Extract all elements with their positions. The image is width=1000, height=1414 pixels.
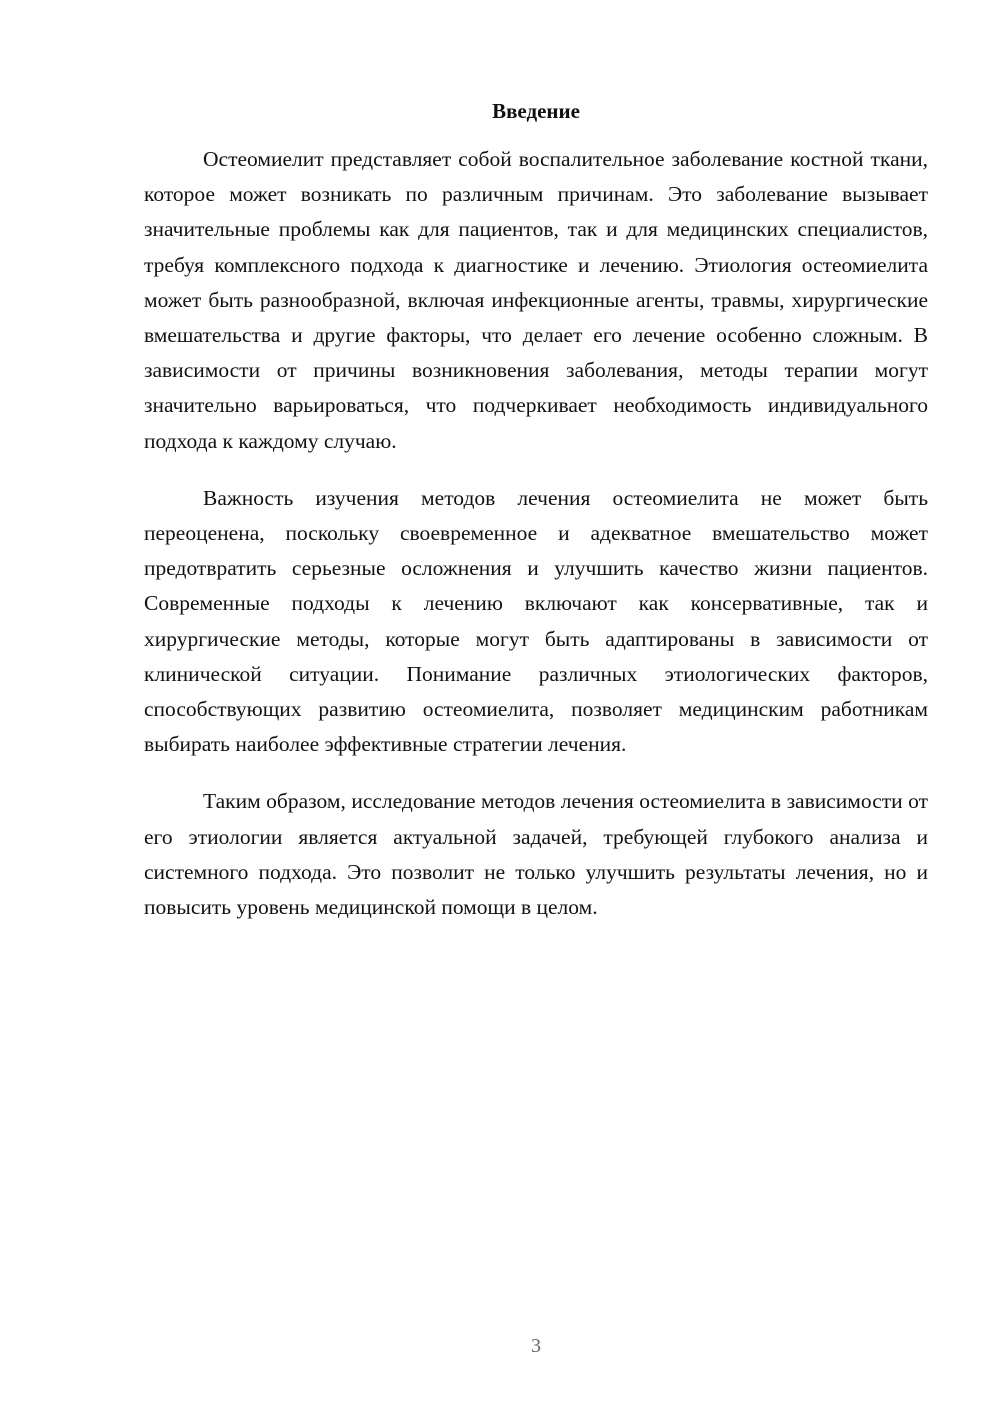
paragraph-1: Остеомиелит представляет собой воспалительное заболевание костной ткани, которое может возникать по различным причинам. Это заболевание вызывает значительные проблемы как для пациентов, так и для медицинских специалистов, требуя комплексного подхода к диагностике и лечению. Этиология остеомиелита может быть разнообразной, включая инфекционные агенты, травмы, хирургические вмешательства и другие факторы, что делает его лечение особенно сложным. В зависимости от причины возникновения заболевания, методы терапии могут значительно варьироваться, что подчеркивает необходимость индивидуального подхода к каждому случаю. <box>144 147 928 453</box>
page-number: 3 <box>531 1335 541 1357</box>
paragraph-2: Важность изучения методов лечения остеомиелита не может быть переоценена, поскольку своевременное и адекватное вмешательство может предотвратить серьезные осложнения и улучшить качество жизни пациентов. Современные подходы к лечению включают как консервативные, так и хирургические методы, которые могут быть адаптированы в зависимости от клинической ситуации. Понимание различных этиологических факторов, способствующих развитию остеомиелита, позволяет медицинским работникам выбирать наиболее эффективные стратегии лечения. <box>144 485 928 757</box>
paragraph-3: Таким образом, исследование методов лечения остеомиелита в зависимости от его этиологии является актуальной задачей, требующей глубокого анализа и системного подхода. Это позволит не только улучшить результаты лечения, но и повысить уровень медицинской помощи в целом. <box>144 789 928 920</box>
page-content <box>144 96 928 925</box>
section-title: Введение <box>492 99 580 123</box>
